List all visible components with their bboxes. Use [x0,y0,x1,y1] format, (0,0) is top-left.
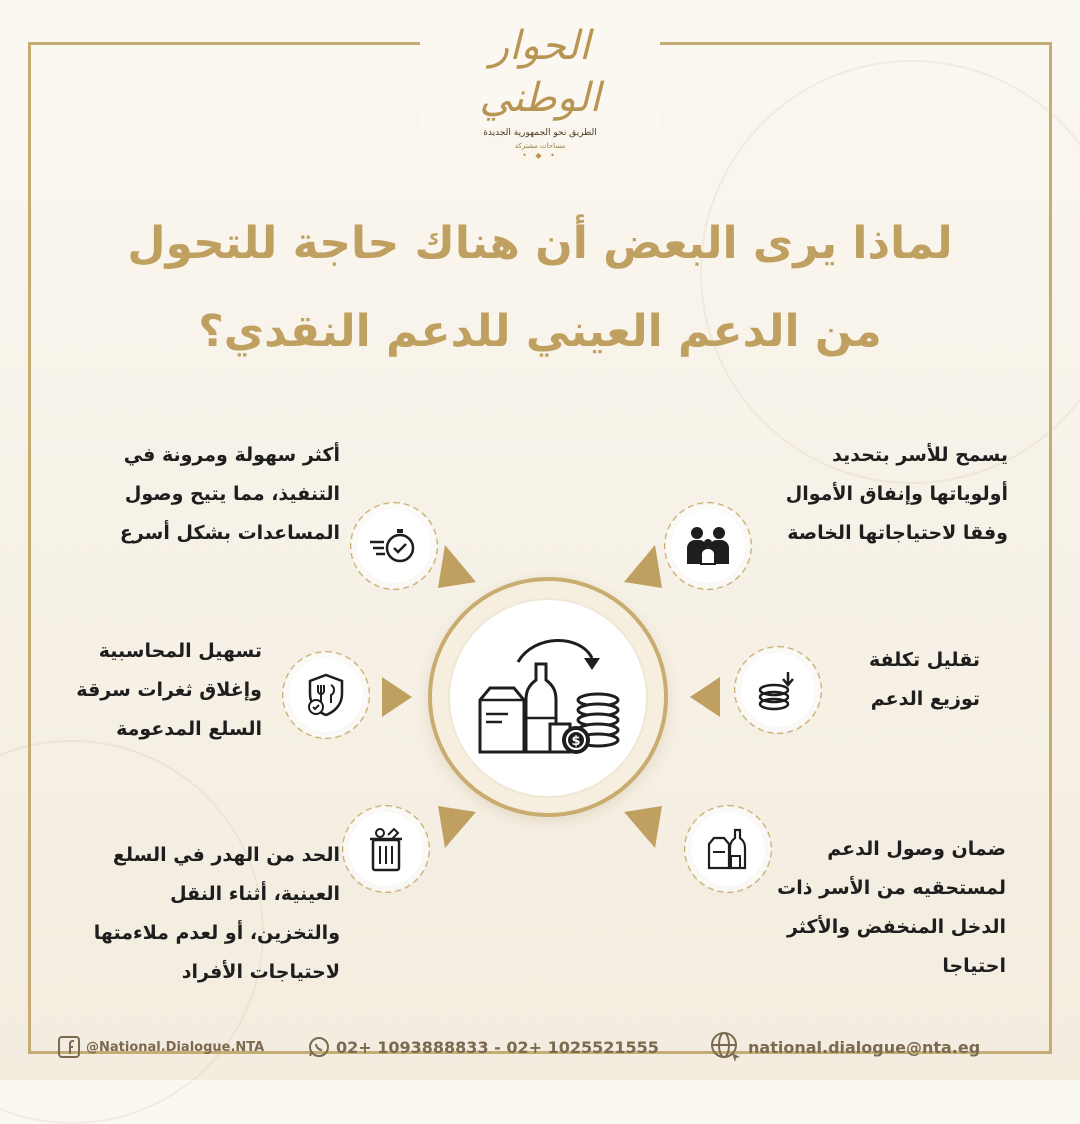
tip-line: أكثر سهولة ومرونة في [123,444,340,466]
groceries-icon [691,812,765,886]
tip-line: تسهيل المحاسبية [98,640,262,662]
tip-line: وفقا لاحتياجاتها الخاصة [787,522,1008,544]
tip-reduce-waste [94,836,340,992]
svg-text:$: $ [571,734,581,749]
tip-line: والتخزين، أو لعدم ملاءمتها [93,922,340,944]
phone-numbers: 02+ 1093888833 - 02+ 1025521555 [336,1037,659,1057]
family-icon [671,509,745,583]
tip-line: وإغلاق ثغرات سرقة [76,679,262,701]
national-dialogue-logo [440,20,640,160]
tip-line: الدخل المنخفض والأكثر [786,916,1006,938]
fast-stopwatch-icon [357,509,431,583]
tip-line: ضمان وصول الدعم [827,838,1006,860]
globe-icon [710,1031,742,1063]
tip-line: لاحتياجات الأفراد [181,961,340,983]
tip-family-priorities [786,436,1008,553]
whatsapp-icon [308,1036,330,1058]
tip-reach-eligible [777,830,1006,986]
logo-wordmark: الحوار الوطني [479,23,601,121]
tip-line: أولوياتها وإنفاق الأموال [785,483,1008,505]
groceries-to-cash-icon [448,598,648,798]
tip-line: توزيع الدعم [870,688,980,710]
shield-food-check-icon [289,658,363,732]
facebook-handle-text: @National.Dialogue.NTA [86,1039,265,1055]
logo-tagline: الطريق نحو الجمهورية الجديدة [483,128,597,138]
tip-line: احتياجا [942,955,1006,977]
tip-line: المساعدات بشكل أسرع [119,522,340,544]
tip-line: السلع المدعومة [116,718,262,740]
tip-line: لمستحقيه من الأسر ذات [777,877,1006,899]
logo-tagline-secondary: مساحات مشتركة [514,142,566,150]
tip-accountability [76,632,262,749]
whatsapp-phones[interactable] [308,1032,659,1062]
page-title-line-2: من الدعم العيني للدعم النقدي؟ [198,306,882,357]
email-address: national.dialogue@nta.eg [748,1037,981,1057]
facebook-handle[interactable] [58,1032,264,1062]
facebook-icon [58,1036,80,1058]
email-contact[interactable] [710,1032,980,1062]
tip-line: تقليل تكلفة [868,649,980,671]
logo-ornament: • ◆ • [522,151,558,160]
tip-easier-faster [120,436,340,553]
tip-line: العينية، أثناء النقل [170,883,340,905]
tip-line: يسمح للأسر بتحديد [832,444,1008,466]
tip-line: الحد من الهدر في السلع [112,844,340,866]
trash-bin-icon [349,812,423,886]
tip-line: التنفيذ، مما يتيح وصول [124,483,340,505]
coins-down-icon [741,653,815,727]
tip-reduce-cost [869,641,980,719]
page-title-line-1: لماذا يرى البعض أن هناك حاجة للتحول [127,218,953,269]
